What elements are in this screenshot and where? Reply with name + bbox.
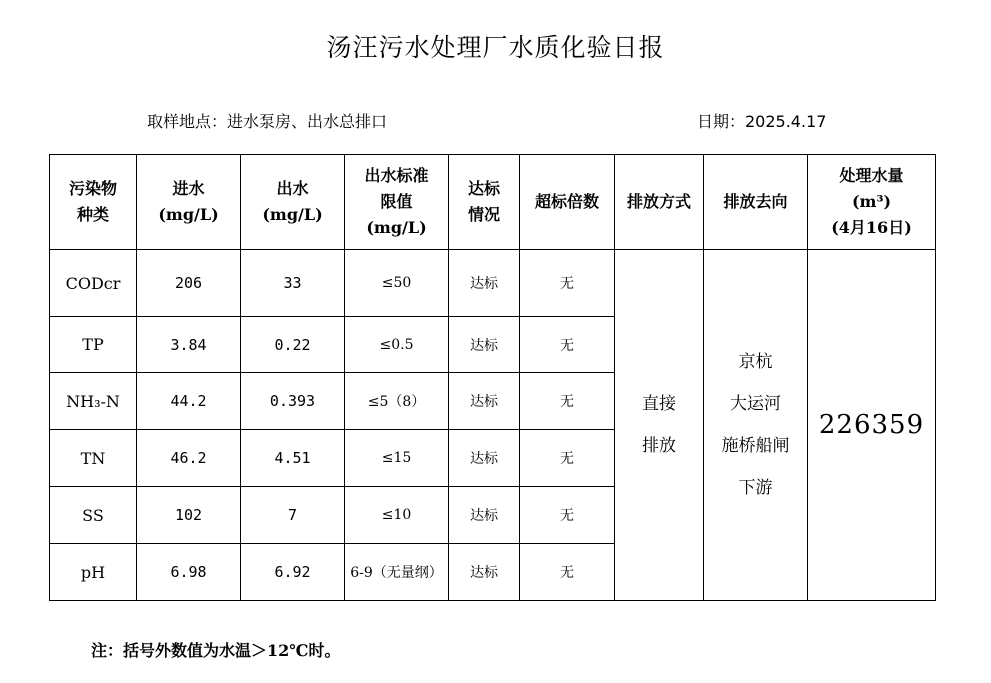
treated-volume-cell: 226359: [808, 250, 936, 601]
status-cell: 达标: [449, 317, 520, 373]
header-exceed: 超标倍数: [520, 155, 615, 250]
header-pollutant: 污染物 种类: [50, 155, 137, 250]
limit-cell: ≤5（8）: [345, 373, 449, 430]
table-row: [50, 250, 936, 317]
pollutant-cell: NH₃-N: [50, 373, 137, 430]
report-title: 汤汪污水处理厂水质化验日报: [326, 33, 665, 62]
pollutant-cell: TN: [50, 430, 137, 487]
report-date: 日期：2025.4.17: [697, 112, 827, 131]
limit-cell: ≤15: [345, 430, 449, 487]
pollutant-cell: CODcr: [50, 250, 137, 317]
limit-cell: ≤10: [345, 487, 449, 544]
status-cell: 达标: [449, 430, 520, 487]
exceed-cell: 无: [520, 430, 615, 487]
outflow-cell: 4.51: [241, 430, 345, 487]
outflow-cell: 6.92: [241, 544, 345, 601]
discharge-method-cell: 直接 排放: [615, 250, 704, 601]
exceed-cell: 无: [520, 373, 615, 430]
exceed-cell: 无: [520, 487, 615, 544]
status-cell: 达标: [449, 487, 520, 544]
header-inflow: 进水 (mg/L): [137, 155, 241, 250]
header-volume: 处理水量 (m³) (4月16日): [808, 155, 936, 250]
outflow-cell: 33: [241, 250, 345, 317]
header-compliance: 达标 情况: [449, 155, 520, 250]
inflow-cell: 44.2: [137, 373, 241, 430]
exceed-cell: 无: [520, 317, 615, 373]
pollutant-cell: pH: [50, 544, 137, 601]
inflow-cell: 46.2: [137, 430, 241, 487]
pollutant-cell: SS: [50, 487, 137, 544]
header-limit: 出水标准 限值 (mg/L): [345, 155, 449, 250]
header-outflow: 出水 (mg/L): [241, 155, 345, 250]
status-cell: 达标: [449, 544, 520, 601]
outflow-cell: 7: [241, 487, 345, 544]
status-cell: 达标: [449, 373, 520, 430]
limit-cell: ≤50: [345, 250, 449, 317]
outflow-cell: 0.22: [241, 317, 345, 373]
discharge-destination-cell: 京杭 大运河 施桥船闸 下游: [704, 250, 808, 601]
exceed-cell: 无: [520, 544, 615, 601]
inflow-cell: 206: [137, 250, 241, 317]
footnote: 注：括号外数值为水温＞12℃时。: [91, 641, 341, 660]
inflow-cell: 102: [137, 487, 241, 544]
limit-cell: ≤0.5: [345, 317, 449, 373]
header-row: [50, 155, 936, 250]
header-destination: 排放去向: [704, 155, 808, 250]
status-cell: 达标: [449, 250, 520, 317]
header-method: 排放方式: [615, 155, 704, 250]
inflow-cell: 3.84: [137, 317, 241, 373]
inflow-cell: 6.98: [137, 544, 241, 601]
sampling-location: 取样地点：进水泵房、出水总排口: [147, 112, 388, 131]
pollutant-cell: TP: [50, 317, 137, 373]
exceed-cell: 无: [520, 250, 615, 317]
outflow-cell: 0.393: [241, 373, 345, 430]
limit-cell: 6-9（无量纲）: [345, 544, 449, 601]
water-quality-table: [49, 154, 936, 601]
